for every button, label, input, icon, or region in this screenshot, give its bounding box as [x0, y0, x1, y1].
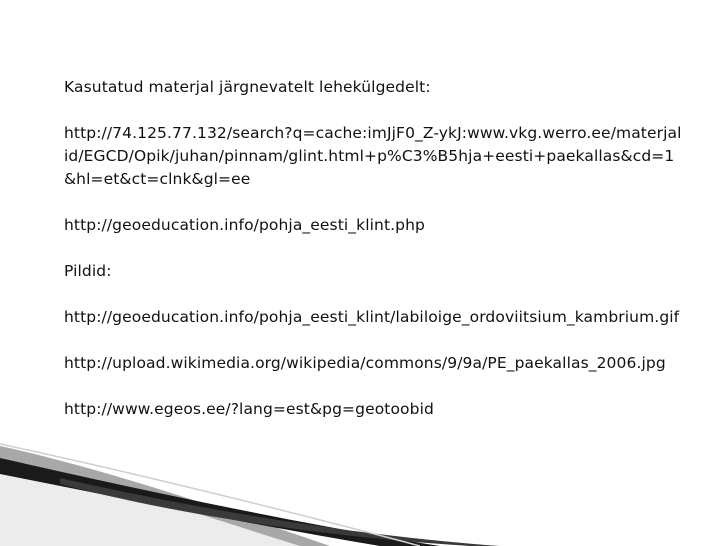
image-link-wikimedia[interactable]: http://upload.wikimedia.org/wikipedia/commons/9/9a/PE_paekallas_2006.jpg [64, 354, 666, 372]
source-link-geoeducation[interactable]: http://geoeducation.info/pohja_eesti_klint.php [64, 216, 425, 234]
image-link-cross-section[interactable]: http://geoeducation.info/pohja_eesti_klint/labiloige_ordoviitsium_kambrium.gif [64, 308, 680, 326]
images-heading: Pildid: [64, 262, 112, 280]
slide-content [64, 76, 684, 444]
swoosh-decoration [0, 440, 728, 546]
source-link-cache[interactable]: http://74.125.77.132/search?q=cache:imJjF0_Z-ykJ:www.vkg.werro.ee/materjalid/EGCD/Opik/juhan/pinnam/glint.html+p%C3%B5hja+eesti+paekallas&cd=1&hl=et&ct=clnk&gl=ee [64, 124, 682, 188]
sources-heading: Kasutatud materjal järgnevatelt lehekülgedelt: [64, 78, 431, 96]
image-link-egeos[interactable]: http://www.egeos.ee/?lang=est&pg=geotoobid [64, 400, 434, 418]
